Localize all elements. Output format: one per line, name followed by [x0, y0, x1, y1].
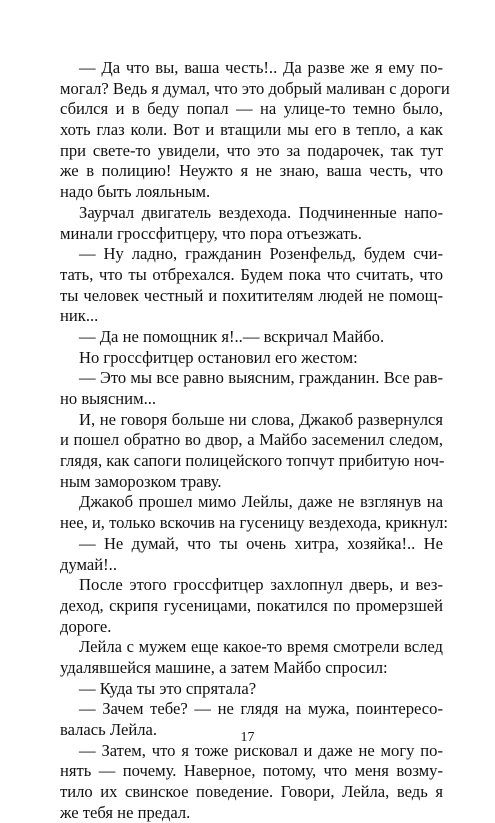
- text-line: — Не думай, что ты очень хитра, хозяйка!.. Не: [79, 533, 443, 553]
- paragraph: [60, 741, 443, 823]
- paragraph: [60, 679, 443, 700]
- text-line: ник...: [60, 306, 99, 326]
- text-line: нять — почему. Наверное, потому, что меня возму-: [60, 761, 443, 781]
- text-line: — Зачем тебе? — не глядя на мужа, поинтересо-: [79, 699, 443, 719]
- paragraph: [60, 637, 443, 678]
- text-line: Заурчал двигатель вездехода. Подчиненные напо-: [79, 202, 443, 222]
- paragraph: [60, 327, 443, 348]
- paragraph: [60, 244, 443, 327]
- text-line: дороге.: [60, 616, 112, 636]
- text-line: но выясним...: [60, 389, 157, 408]
- text-line: деход, скрипя гусеницами, покатился по промерзшей: [60, 595, 443, 615]
- text-line: ным заморозком траву.: [60, 471, 222, 491]
- text-line: же в полицию! Неужто я не знаю, ваша честь, что: [60, 161, 443, 181]
- paragraph: [60, 203, 443, 244]
- paragraph: [60, 534, 443, 575]
- text-line: — Куда ты это спрятала?: [79, 678, 257, 698]
- text-line: — Да не помощник я!..— вскричал Майбо.: [79, 326, 385, 346]
- text-line: думай!..: [60, 554, 117, 574]
- text-line: — Да что вы, ваша честь!.. Да разве же я ему по-: [79, 58, 443, 77]
- text-line: ты человек честный и похитителям людей не помощ-: [60, 285, 443, 305]
- paragraph: [60, 410, 443, 493]
- paragraph: [60, 348, 443, 369]
- text-line: при свете-то увидели, что это за подарочек, так тут: [60, 140, 443, 160]
- text-line: После этого гроссфитцер захлопнул дверь, и вез-: [79, 575, 443, 595]
- text-line: — Ну ладно, гражданин Розенфельд, будем счи-: [79, 244, 443, 264]
- text-line: сбился и в беду попал — на улице-то темно было,: [60, 99, 443, 119]
- text-line: хоть глаз коли. Вот и втащили мы его в тепло, а как: [60, 120, 443, 140]
- text-line: валась Лейла.: [60, 720, 158, 739]
- paragraph: [60, 492, 448, 533]
- text-line: тило их свинское поведение. Говори, Лейла, ведь я: [60, 782, 443, 802]
- text-line: И, не говоря больше ни слова, Джакоб развернулся: [79, 409, 443, 429]
- text-line: — Затем, что я тоже рисковал и даже не могу по-: [79, 740, 443, 760]
- paragraph: [60, 368, 443, 409]
- text-line: минали гроссфитцеру, что пора отъезжать.: [60, 223, 362, 243]
- text-line: удалявшейся машине, а затем Майбо спросил:: [60, 657, 388, 677]
- text-line: — Это мы все равно выясним, гражданин. Все рав-: [79, 368, 443, 388]
- paragraph: [60, 575, 443, 637]
- text-line: надо быть лояльным.: [60, 182, 211, 202]
- text-line: Но гроссфитцер остановил его жестом:: [79, 347, 358, 367]
- text-line: могал? Ведь я думал, что это добрый маливан с дороги: [60, 78, 450, 98]
- text-line: тать, что ты отбрехался. Будем пока что считать, что: [60, 264, 443, 284]
- text-line: и пошел обратно во двор, а Майбо засеменил следом,: [60, 430, 443, 450]
- text-line: же тебя не предал.: [60, 802, 191, 822]
- text-line: Джакоб прошел мимо Лейлы, даже не взглянув на: [79, 492, 443, 512]
- text-line: Лейла с мужем еще какое-то время смотрели вслед: [79, 637, 443, 657]
- paragraph: [60, 58, 450, 203]
- text-line: глядя, как сапоги полицейского топчут прибитую ноч-: [60, 451, 445, 471]
- body-text: [60, 58, 450, 823]
- page-number: 17: [240, 730, 255, 745]
- text-line: нее, и, только вскочив на гусеницу вездехода, крикнул:: [60, 513, 448, 533]
